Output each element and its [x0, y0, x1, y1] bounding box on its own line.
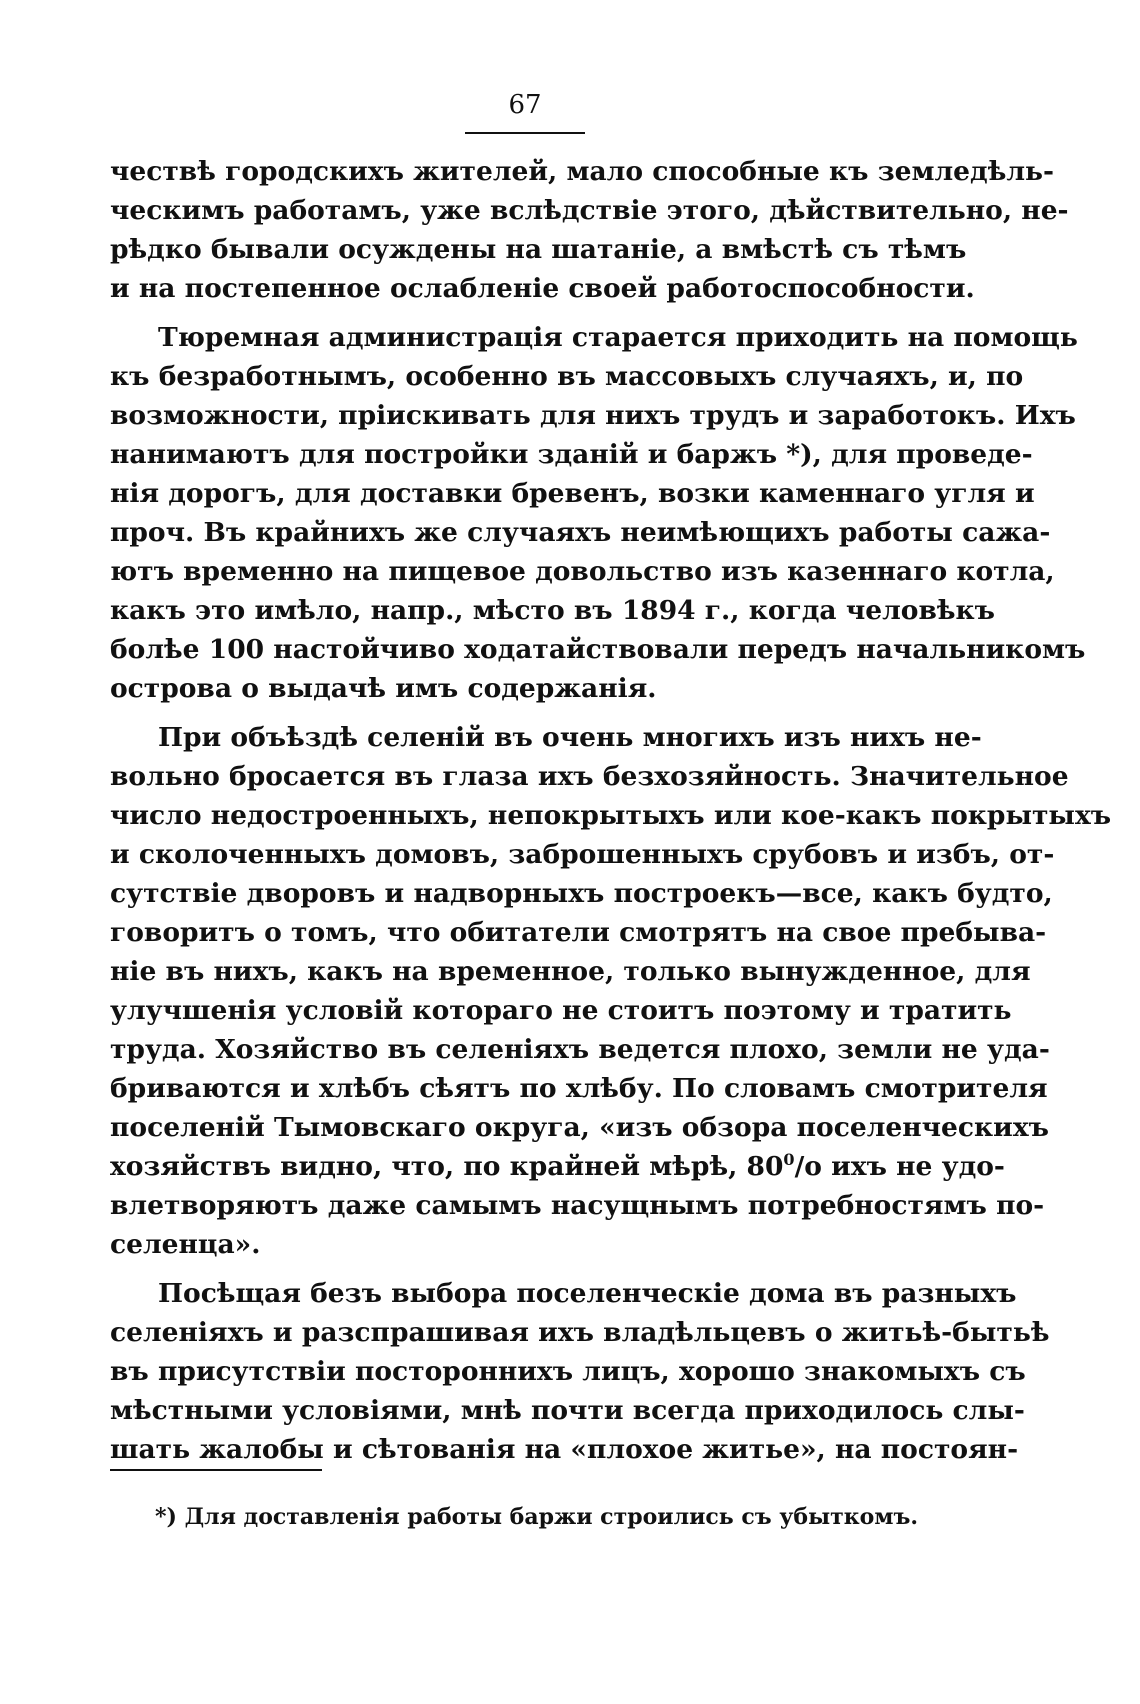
footnote: *) Для доставленія работы баржи строились съ убыткомъ. [155, 1504, 918, 1530]
paragraph-gap [110, 708, 960, 718]
text-line-percent [110, 1147, 1005, 1186]
text-line: вольно бросается въ глаза ихъ безхозяйность. Значительное [110, 761, 1069, 792]
text-line: ческимъ работамъ, уже вслѣдствіе этого, дѣйствительно, не- [110, 195, 1069, 226]
text-line: болѣе 100 настойчиво ходатайствовали передъ начальникомъ [110, 634, 1086, 665]
percent-line-head: хозяйствъ видно, что, по крайней мѣрѣ, 80 [110, 1151, 784, 1182]
text-line: поселеній Тымовскаго округа, «изъ обзора поселенческихъ [110, 1112, 1049, 1143]
text-line: селенца». [110, 1229, 261, 1260]
text-line: бриваются и хлѣбъ сѣятъ по хлѣбу. По словамъ смотрителя [110, 1073, 1048, 1104]
text-line: и на постепенное ослабленіе своей работоспособности. [110, 273, 975, 304]
text-line: нія дорогъ, для доставки бревенъ, возки каменнаго угля и [110, 478, 1035, 509]
text-line: сутствіе дворовъ и надворныхъ построекъ—все, какъ будто, [110, 878, 1053, 909]
text-line: чествѣ городскихъ жителей, мало способные къ земледѣль- [110, 156, 1054, 187]
footnote-rule [110, 1469, 322, 1471]
text-line: и сколоченныхъ домовъ, заброшенныхъ срубовъ и избъ, от- [110, 839, 1055, 870]
text-line: возможности, пріискивать для нихъ трудъ и заработокъ. Ихъ [110, 400, 1076, 431]
text-line: острова о выдачѣ имъ содержанія. [110, 673, 657, 704]
text-line: улучшенія условій котораго не стоитъ поэтому и тратить [110, 995, 1012, 1026]
text-line: говоритъ о томъ, что обитатели смотрятъ на свое пребыва- [110, 917, 1047, 948]
text-line: число недостроенныхъ, непокрытыхъ или кое-какъ покрытыхъ [110, 800, 1112, 831]
text-line: нанимаютъ для постройки зданій и баржъ *), для проведе- [110, 439, 1033, 470]
text-line: ніе въ нихъ, какъ на временное, только вынужденное, для [110, 956, 1031, 987]
text-line: въ присутствіи постороннихъ лицъ, хорошо знакомыхъ съ [110, 1356, 1026, 1387]
text-line: влетворяютъ даже самымъ насущнымъ потребностямъ по- [110, 1190, 1045, 1221]
body-text [110, 152, 1112, 1469]
text-line: къ безработнымъ, особенно въ массовыхъ случаяхъ, и, по [110, 361, 1024, 392]
text-line: проч. Въ крайнихъ же случаяхъ неимѣющихъ работы сажа- [110, 517, 1051, 548]
header-rule [465, 132, 585, 134]
percent-superscript: 0 [783, 1150, 795, 1169]
text-line: ютъ временно на пищевое довольство изъ казеннаго котла, [110, 556, 1055, 587]
text-line: шать жалобы и сѣтованія на «плохое житье», на постоян- [110, 1434, 1019, 1465]
text-line: Посѣщая безъ выбора поселенческіе дома въ разныхъ [158, 1278, 1017, 1309]
text-line: При объѣздѣ селеній въ очень многихъ изъ нихъ не- [158, 722, 982, 753]
text-line: Тюремная администрація старается приходить на помощь [158, 322, 1078, 353]
text-line: мѣстными условіями, мнѣ почти всегда приходилось слы- [110, 1395, 1025, 1426]
paragraph-gap [110, 308, 960, 318]
text-line: какъ это имѣло, напр., мѣсто въ 1894 г., когда человѣкъ [110, 595, 995, 626]
paragraph-gap [110, 1264, 960, 1274]
text-line: труда. Хозяйство въ селеніяхъ ведется плохо, земли не уда- [110, 1034, 1050, 1065]
page-number: 67 [508, 90, 542, 120]
text-line: селеніяхъ и разспрашивая ихъ владѣльцевъ о житьѣ-бытьѣ [110, 1317, 1050, 1348]
percent-line-tail: /о ихъ не удо- [794, 1151, 1005, 1182]
text-line: рѣдко бывали осуждены на шатаніе, а вмѣстѣ съ тѣмъ [110, 234, 967, 265]
